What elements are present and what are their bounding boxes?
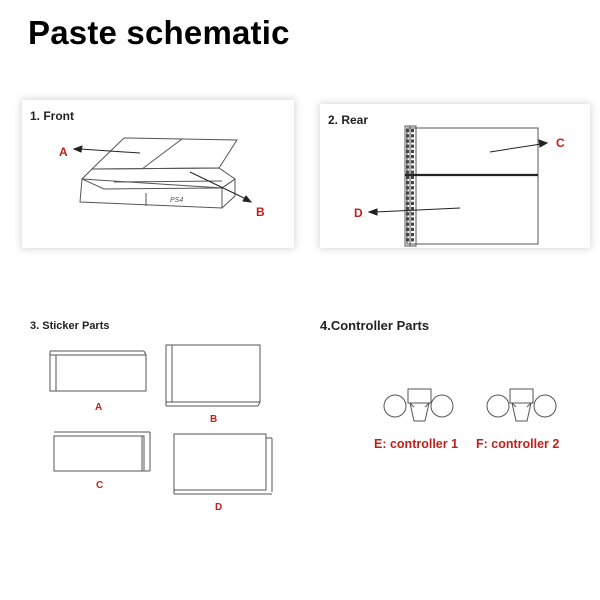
vent-hole — [411, 150, 414, 153]
vent-hole — [406, 145, 409, 148]
vent-hole — [411, 197, 414, 200]
vent-hole — [406, 223, 409, 226]
sticker-a-shape — [50, 351, 146, 391]
vent-hole — [411, 217, 414, 220]
vent-hole — [406, 176, 409, 179]
vent-hole — [411, 233, 414, 236]
vent-hole — [411, 223, 414, 226]
vent-hole — [406, 160, 409, 163]
sticker-b-shape — [166, 345, 260, 406]
vent-hole — [406, 129, 409, 132]
vent-hole — [406, 238, 409, 241]
vent-hole — [411, 134, 414, 137]
front-label-b: B — [256, 205, 265, 219]
vent-hole — [406, 197, 409, 200]
controller-1-label: E: controller 1 — [374, 437, 459, 451]
vent-hole — [406, 228, 409, 231]
stickers-section-label: 3. Sticker Parts — [30, 320, 110, 332]
vent-hole — [411, 155, 414, 158]
stickers-diagram — [30, 335, 290, 525]
vent-hole — [406, 191, 409, 194]
vent-hole — [406, 171, 409, 174]
sticker-c-shape — [54, 432, 150, 471]
vent-hole — [411, 191, 414, 194]
front-section-label: 1. Front — [30, 109, 74, 123]
vent-hole — [406, 134, 409, 137]
vent-hole — [406, 233, 409, 236]
controllers-diagram — [370, 378, 570, 428]
vent-hole — [411, 228, 414, 231]
sticker-d-shape — [174, 434, 272, 494]
front-console-base — [82, 168, 235, 189]
rear-diagram — [320, 104, 590, 248]
vent-hole — [411, 238, 414, 241]
sticker-label-c: C — [96, 480, 104, 491]
front-label-a: A — [59, 145, 68, 159]
vent-hole — [411, 165, 414, 168]
rear-console-body — [407, 128, 538, 244]
controller-2-label: F: controller 2 — [476, 437, 560, 451]
rear-section-label: 2. Rear — [328, 113, 369, 127]
front-console-slab — [80, 179, 222, 208]
vent-hole — [411, 145, 414, 148]
vent-hole — [406, 155, 409, 158]
controllers-section-label: 4.Controller Parts — [320, 318, 430, 333]
vent-hole — [411, 202, 414, 205]
controller-2-shape — [487, 389, 556, 421]
front-console-top — [92, 138, 237, 169]
vent-hole — [411, 171, 414, 174]
vent-hole — [406, 165, 409, 168]
vent-hole — [406, 217, 409, 220]
vent-hole — [406, 186, 409, 189]
vent-hole — [411, 139, 414, 142]
vent-hole — [406, 181, 409, 184]
vent-hole — [406, 212, 409, 215]
page-title: Paste schematic — [28, 14, 290, 51]
vent-hole — [411, 176, 414, 179]
sticker-label-a: A — [95, 402, 103, 413]
vent-hole — [406, 207, 409, 210]
rear-label-c: C — [556, 136, 565, 150]
sticker-label-d: D — [215, 502, 223, 513]
vent-hole — [411, 181, 414, 184]
front-diagram — [22, 100, 294, 248]
rear-label-d: D — [354, 206, 363, 220]
vent-hole — [411, 212, 414, 215]
vent-hole — [406, 139, 409, 142]
front-console-logo: PS4 — [170, 197, 184, 204]
front-console-top-seam — [142, 139, 182, 169]
vent-hole — [406, 202, 409, 205]
vent-hole — [406, 150, 409, 153]
sticker-label-b: B — [210, 414, 218, 425]
vent-hole — [411, 129, 414, 132]
vent-hole — [411, 160, 414, 163]
controller-1-shape — [384, 389, 453, 421]
vent-hole — [411, 186, 414, 189]
